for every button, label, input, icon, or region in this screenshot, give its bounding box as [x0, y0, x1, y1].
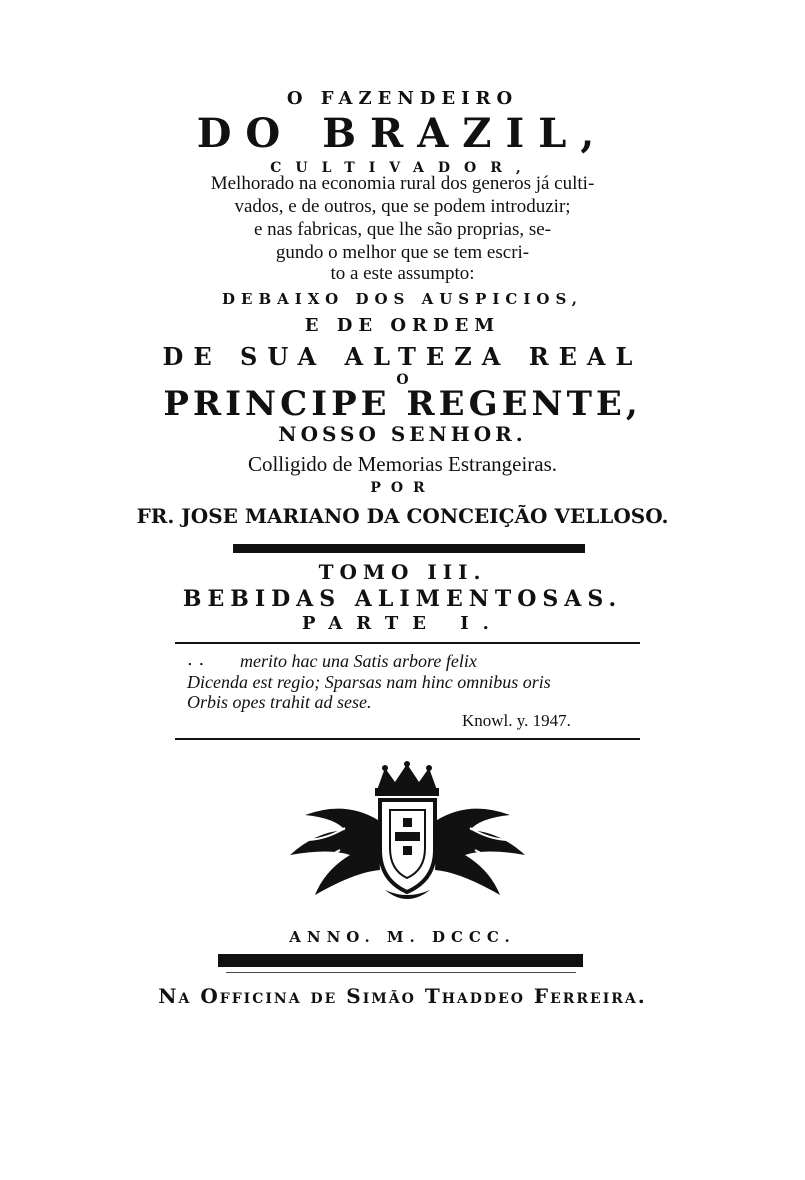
- thin-rule: [226, 972, 576, 973]
- title-line-3: CULTIVADOR,: [270, 160, 535, 176]
- main-title: DO BRAZIL,: [196, 110, 609, 157]
- o-line: O: [396, 372, 409, 388]
- epigraph-line: Dicenda est regio; Sparsas nam hinc omnibus oris: [187, 672, 551, 692]
- altesa-line: DE SUA ALTEZA REAL: [162, 342, 643, 371]
- epigraph-reference: Knowl. y. 1947.: [462, 711, 571, 730]
- ornamental-rule: [218, 954, 583, 967]
- description-line: gundo o melhor que se tem escri-: [275, 242, 530, 263]
- tomo-line: TOMO III.: [318, 560, 487, 584]
- description-line: vados, e de outros, que se podem introduzir;: [234, 196, 571, 217]
- subject-line: BEBIDAS ALIMENTOSAS.: [182, 586, 623, 612]
- nosso-senhor-line: NOSSO SENHOR.: [278, 422, 527, 446]
- epigraph-dots: . .: [187, 649, 205, 670]
- description-line: Melhorado na economia rural dos generos já culti-: [210, 173, 595, 194]
- author-line: FR. JOSE MARIANO DA CONCEIÇÃO VELLOSO.: [136, 504, 669, 528]
- description-line: e nas fabricas, que lhe são proprias, se-: [253, 219, 552, 240]
- description-line: to a este assumpto:: [330, 263, 475, 284]
- printer-line: [0, 984, 805, 1008]
- colligido-line: Colligido de Memorias Estrangeiras.: [247, 452, 558, 476]
- printer-text: Na Officina de Simão Thaddeo Ferreira.: [158, 984, 647, 1008]
- epigraph-bottom-rule: [175, 738, 640, 740]
- epigraph-line: Orbis opes trahit ad sese.: [187, 692, 372, 712]
- title-line-1: O FAZENDEIRO: [286, 88, 519, 109]
- auspicios-line: DEBAIXO DOS AUSPICIOS,: [222, 290, 583, 308]
- ornamental-rule: [233, 544, 585, 553]
- year-line: ANNO. M. DCCC.: [289, 928, 516, 946]
- ordem-line: E DE ORDEM: [304, 315, 501, 336]
- epigraph-line: merito hac una Satis arbore felix: [240, 651, 477, 671]
- principe-line: PRINCIPE REGENTE,: [163, 384, 642, 424]
- epigraph-top-rule: [175, 642, 640, 644]
- parte-line: PARTE I.: [302, 613, 503, 634]
- por-line: POR: [370, 480, 435, 496]
- royal-coat-of-arms-icon: [285, 760, 530, 910]
